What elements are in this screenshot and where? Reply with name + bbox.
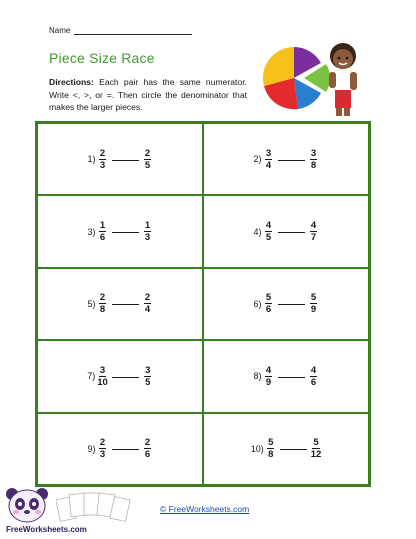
right-fraction[interactable] <box>143 292 153 315</box>
right-denominator[interactable]: 7 <box>310 232 317 244</box>
right-numerator: 4 <box>310 364 317 376</box>
right-numerator: 1 <box>144 220 151 232</box>
left-numerator: 5 <box>268 437 274 449</box>
answer-blank[interactable] <box>278 232 305 233</box>
problem-number: 8) <box>253 371 262 382</box>
left-fraction[interactable] <box>98 292 108 315</box>
right-numerator: 5 <box>310 292 317 304</box>
right-numerator: 2 <box>144 437 151 449</box>
left-numerator: 2 <box>99 147 106 159</box>
left-fraction[interactable] <box>264 292 274 315</box>
problem-cell <box>203 123 369 195</box>
panda-logo-icon <box>2 486 54 526</box>
right-fraction[interactable] <box>309 220 319 243</box>
left-denominator[interactable]: 3 <box>99 449 106 461</box>
problem-number: 9) <box>87 443 96 454</box>
answer-blank[interactable] <box>278 377 305 378</box>
problem <box>253 148 318 171</box>
problem <box>87 292 152 315</box>
worksheet-pages-icon <box>56 490 134 522</box>
worksheet-title: Piece Size Race <box>49 50 155 66</box>
right-fraction[interactable] <box>309 292 319 315</box>
answer-blank[interactable] <box>112 449 139 450</box>
left-denominator[interactable]: 10 <box>97 376 108 388</box>
problem <box>87 148 152 171</box>
answer-blank[interactable] <box>278 160 305 161</box>
left-numerator: 4 <box>265 364 272 376</box>
right-denominator[interactable]: 5 <box>144 159 151 171</box>
directions-label: Directions: <box>49 77 94 87</box>
right-denominator[interactable]: 6 <box>144 449 151 461</box>
right-numerator: 2 <box>144 292 151 304</box>
problem-cell <box>37 340 203 412</box>
right-numerator: 3 <box>145 364 151 376</box>
problem-cell <box>203 268 369 340</box>
problem-number: 1) <box>87 154 96 165</box>
problem-number: 10) <box>250 443 264 454</box>
left-fraction[interactable] <box>97 365 108 388</box>
answer-blank[interactable] <box>278 304 305 305</box>
answer-blank[interactable] <box>112 232 139 233</box>
name-field-row <box>49 26 192 35</box>
problem-cell <box>37 195 203 267</box>
left-fraction[interactable] <box>98 148 108 171</box>
child-illustration <box>315 40 367 118</box>
left-numerator: 4 <box>265 220 272 232</box>
left-numerator: 1 <box>99 220 106 232</box>
right-numerator: 3 <box>310 147 317 159</box>
problem-cell <box>203 195 369 267</box>
right-numerator: 4 <box>310 220 317 232</box>
problem <box>251 437 322 460</box>
left-numerator: 3 <box>265 147 272 159</box>
right-denominator[interactable]: 12 <box>310 449 322 461</box>
answer-blank[interactable] <box>112 304 139 305</box>
left-denominator[interactable]: 3 <box>99 159 106 171</box>
directions-text: Each pair has the same numerator. Write <, >, or =. Then circle the denominator that makes the larger pieces. <box>49 77 247 112</box>
left-fraction[interactable] <box>264 148 274 171</box>
right-numerator: 5 <box>313 437 319 449</box>
right-fraction[interactable] <box>143 365 153 388</box>
problem <box>253 220 318 243</box>
left-denominator[interactable]: 9 <box>265 376 272 388</box>
right-denominator[interactable]: 3 <box>144 232 151 244</box>
right-denominator[interactable]: 4 <box>144 304 151 316</box>
problem <box>87 365 153 388</box>
problem-number: 2) <box>253 154 262 165</box>
left-fraction[interactable] <box>98 220 108 243</box>
answer-blank[interactable] <box>112 160 139 161</box>
problem <box>87 437 152 460</box>
freeworksheets-link[interactable]: © FreeWorksheets.com <box>160 504 250 514</box>
left-denominator[interactable]: 6 <box>99 232 106 244</box>
right-fraction[interactable] <box>143 148 153 171</box>
right-fraction[interactable] <box>143 220 153 243</box>
problem-number: 4) <box>253 226 262 237</box>
right-denominator[interactable]: 9 <box>310 304 317 316</box>
problem-number: 6) <box>253 298 262 309</box>
right-denominator[interactable]: 6 <box>310 376 317 388</box>
logo-text: FreeWorksheets.com <box>6 525 87 534</box>
left-denominator[interactable]: 6 <box>265 304 272 316</box>
name-label: Name <box>49 26 71 35</box>
left-denominator[interactable]: 4 <box>265 159 272 171</box>
name-line[interactable] <box>74 26 192 35</box>
problem-cell <box>37 268 203 340</box>
left-fraction[interactable] <box>266 437 276 460</box>
problem-grid <box>35 121 371 487</box>
directions <box>49 76 247 114</box>
right-numerator: 2 <box>144 147 151 159</box>
problem-cell <box>203 340 369 412</box>
left-denominator[interactable]: 8 <box>99 304 106 316</box>
left-fraction[interactable] <box>264 365 274 388</box>
answer-blank[interactable] <box>280 449 307 450</box>
left-numerator: 2 <box>99 437 106 449</box>
left-fraction[interactable] <box>264 220 274 243</box>
problem-number: 7) <box>87 371 96 382</box>
left-fraction[interactable] <box>98 437 108 460</box>
right-fraction[interactable] <box>309 365 319 388</box>
left-numerator: 5 <box>265 292 272 304</box>
problem <box>87 220 152 243</box>
problem-cell <box>37 123 203 195</box>
right-denominator[interactable]: 5 <box>145 376 151 388</box>
problem-cell <box>37 413 203 485</box>
right-fraction[interactable] <box>309 148 319 171</box>
right-denominator[interactable]: 8 <box>310 159 317 171</box>
answer-blank[interactable] <box>112 377 139 378</box>
problem-cell <box>203 413 369 485</box>
right-fraction[interactable] <box>143 437 153 460</box>
problem-number: 3) <box>87 226 96 237</box>
left-denominator[interactable]: 5 <box>265 232 272 244</box>
problem <box>253 365 318 388</box>
right-fraction[interactable] <box>311 437 322 460</box>
left-numerator: 2 <box>99 292 106 304</box>
problem-number: 5) <box>87 298 96 309</box>
left-denominator[interactable]: 8 <box>268 449 274 461</box>
left-numerator: 3 <box>99 364 106 376</box>
problem <box>253 292 318 315</box>
